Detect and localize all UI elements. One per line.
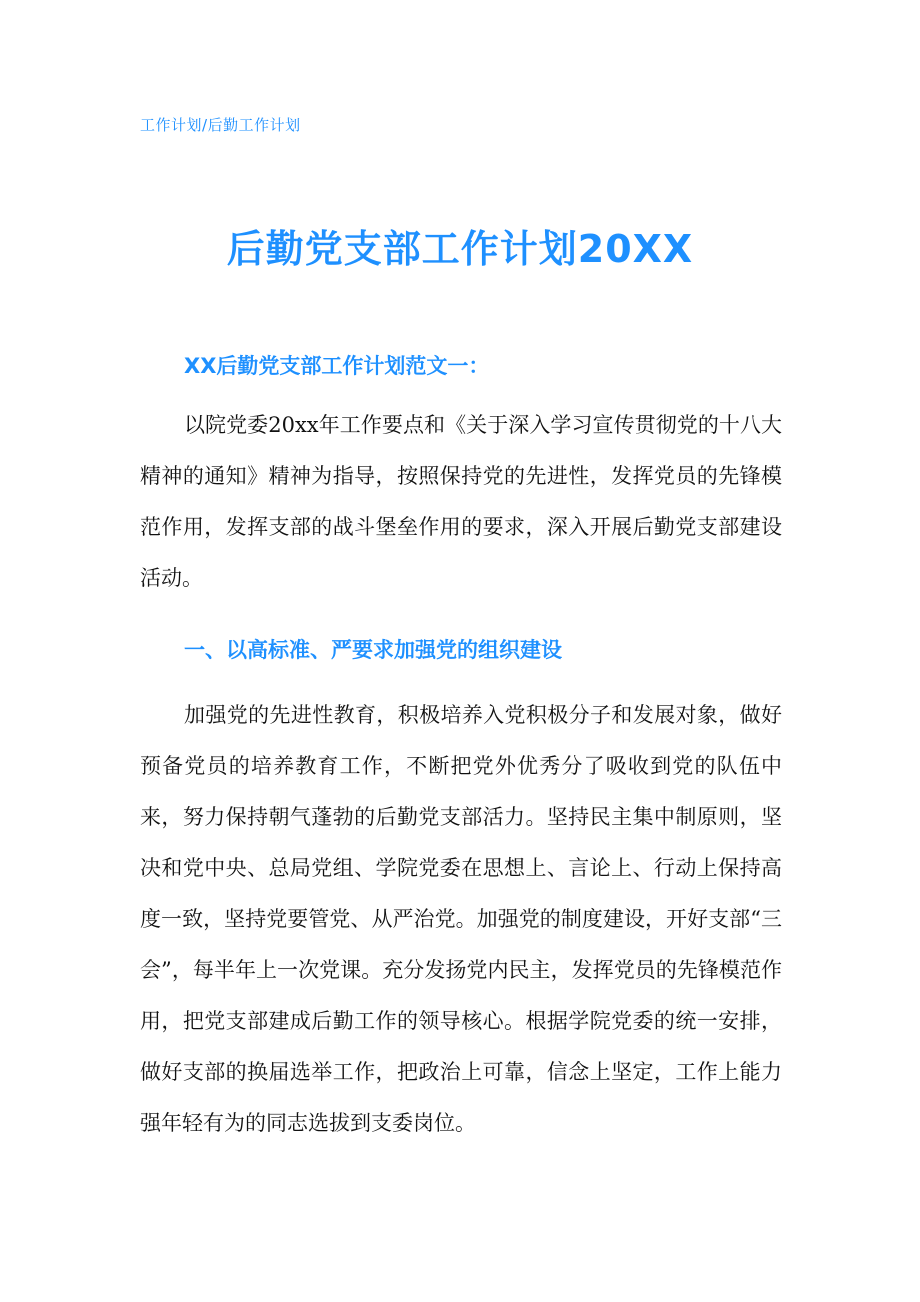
intro-paragraph: 以院党委20xx年工作要点和《关于深入学习宣传贯彻党的十八大精神的通知》精神为指导，按照保持党的先进性，发挥党员的先锋模范作用，发挥支部的战斗堡垒作用的要求，深入开展后勤党支部建设活动。 <box>140 413 782 590</box>
breadcrumb-link-logistics-plan[interactable]: 后勤工作计划 <box>207 116 301 134</box>
body-paragraph: 加强党的先进性教育，积极培养入党积极分子和发展对象，做好预备党员的培养教育工作，不断把党外优秀分了吸收到党的队伍中来，努力保持朝气蓬勃的后勤党支部活力。坚持民主集中制原则，坚决和党中央、总局党组、学院党委在思想上、言论上、行动上保持高度一致，坚持党要管党、从严治党。加强党的制度建设，开好支部“三会”，每半年上一次党课。充分发扬党内民主，发挥党员的先锋模范作用，把党支部建成后勤工作的领导核心。根据学院党委的统一安排，做好支部的换届选举工作，把政治上可靠，信念上坚定，工作上能力强年轻有为的同志选拔到支委岗位。 <box>140 703 782 1135</box>
document-body <box>140 340 782 1149</box>
breadcrumb-link-work-plan[interactable]: 工作计划 <box>140 116 203 134</box>
breadcrumb-separator: / <box>202 116 208 134</box>
page-title: 后勤党支部工作计划20XX <box>226 227 694 271</box>
subheading-organization: 一、以高标准、严要求加强党的组织建设 <box>184 638 562 662</box>
section-heading: XX后勤党支部工作计划范文一： <box>184 354 490 378</box>
breadcrumb <box>140 114 301 135</box>
